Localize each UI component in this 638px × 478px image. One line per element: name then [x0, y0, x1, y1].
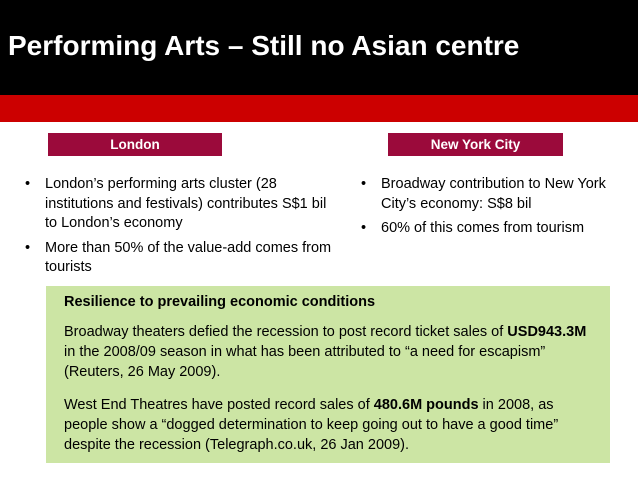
- bullet-icon: •: [361, 176, 367, 192]
- resilience-box: [46, 286, 610, 463]
- para2-bold: 480.6M pounds: [373, 397, 479, 413]
- broadway-paragraph: [64, 322, 592, 382]
- bullet-icon: •: [361, 220, 367, 236]
- list-item: [357, 175, 632, 214]
- bullet-icon: •: [25, 239, 31, 256]
- nyc-label: New York City: [388, 133, 563, 156]
- red-accent-band: [0, 95, 638, 122]
- nyc-bullet-text: 60% of this comes from tourism: [381, 220, 585, 236]
- london-bullet-list: [21, 175, 336, 283]
- nyc-bullet-text: Broadway contribution to New York City’s economy: S$8 bil: [381, 176, 606, 212]
- list-item: [21, 239, 336, 278]
- para1-bold: USD943.3M: [507, 324, 587, 340]
- para1-after: in the 2008/09 season in what has been attributed to “a need for escapism” (Reuters, 26 May 2009).: [64, 344, 546, 380]
- para2-after: in 2008, as people show a “dogged determination to keep going out to have a good time” despite the recession (Telegraph.co.uk, 26 Jan 2009).: [64, 397, 559, 453]
- para1-before: Broadway theaters defied the recession to post record ticket sales of: [64, 324, 508, 340]
- london-bullet-text: More than 50% of the value-add comes from tourists: [45, 239, 332, 275]
- list-item: [21, 175, 336, 234]
- london-label: London: [48, 133, 222, 156]
- para2-before: West End Theatres have posted record sales of: [64, 397, 374, 413]
- title-bar: [0, 0, 638, 95]
- list-item: [357, 219, 632, 239]
- london-bullet-text: London’s performing arts cluster (28 institutions and festivals) contributes S$1 bil to London’s economy: [45, 176, 327, 231]
- slide-title: Performing Arts – Still no Asian centre: [8, 30, 520, 61]
- box-heading: Resilience to prevailing economic conditions: [64, 294, 376, 310]
- bullet-icon: •: [25, 176, 31, 192]
- nyc-bullet-list: [357, 175, 632, 244]
- west-end-paragraph: [64, 395, 592, 455]
